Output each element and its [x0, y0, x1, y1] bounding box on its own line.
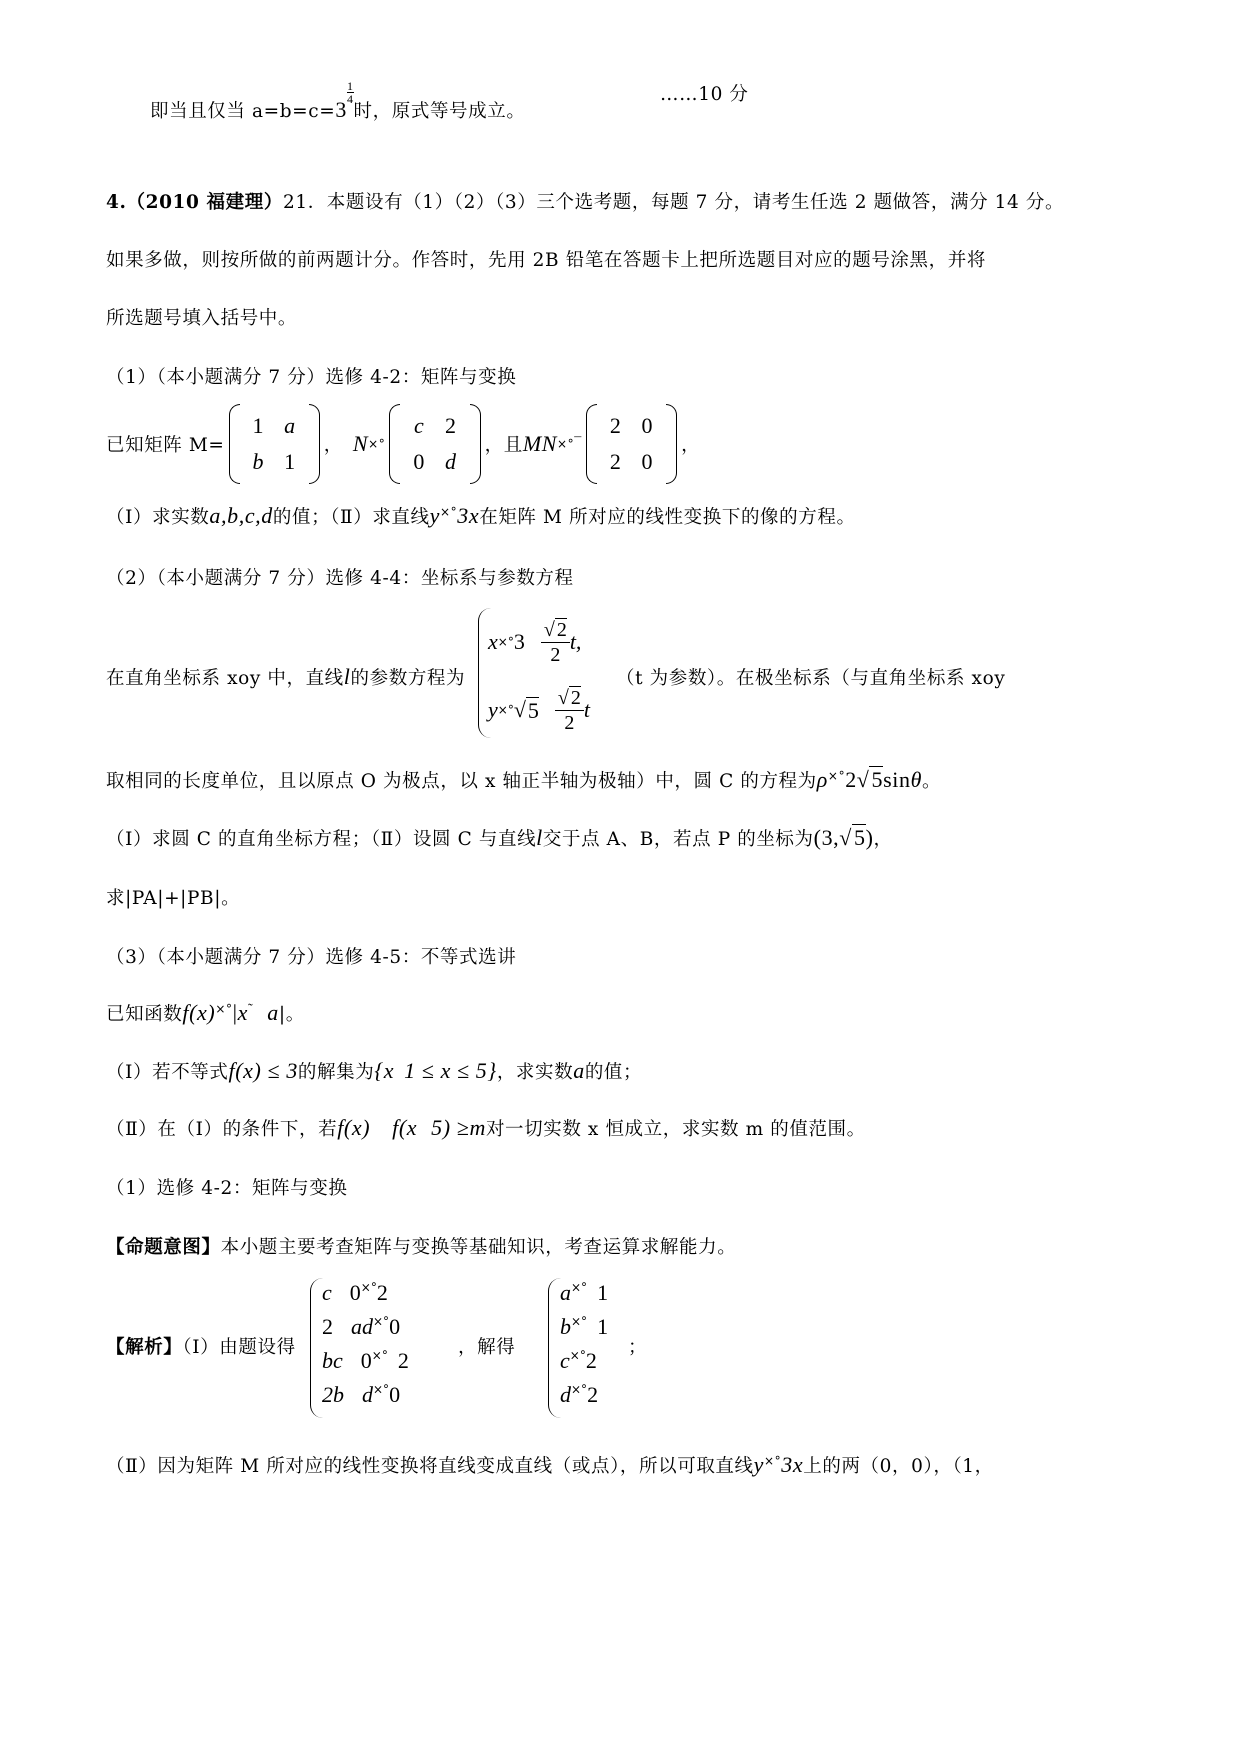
p3q2-f2b: 5) ≥	[431, 1115, 470, 1140]
p3-a: a	[267, 1000, 279, 1025]
problem-number: 4.	[106, 192, 127, 213]
p3q2-text-a: （Ⅱ）在（Ⅰ）的条件下，若	[106, 1119, 338, 1140]
row-x-t: t,	[569, 629, 582, 654]
sys-term: 1	[597, 1280, 609, 1305]
equals-artifact: ×°	[371, 1348, 388, 1363]
row-x-frac: $\frac{√ 2}{2}$	[541, 618, 570, 667]
condition-text-b: 时，原式等号成立。	[353, 101, 526, 122]
rho-rhs-sqrt: 5	[871, 767, 884, 792]
equals-artifact: ×°	[215, 1001, 233, 1016]
p2q-text-b: 交于点 A、B，若点 P 的坐标为	[542, 829, 814, 850]
exponent-den: 4	[346, 92, 354, 106]
part1-heading: （1）（本小题满分 7 分）选修 4-2：矩阵与变换	[106, 367, 517, 388]
abs-bar: |	[232, 1000, 238, 1025]
frac-den: 2	[550, 643, 561, 666]
solution-intent	[106, 1233, 736, 1259]
row-x-var: x	[488, 629, 498, 654]
p3q2-m: m	[469, 1115, 486, 1140]
sys-term: 2	[376, 1280, 388, 1305]
row-y-var: y	[488, 697, 498, 722]
matrix-cell: 0	[641, 413, 654, 438]
matrix-cell: a	[284, 413, 296, 438]
sol-p2-text-a: （Ⅱ）因为矩阵 M 所对应的线性变换将直线变成直线（或点），所以可取直线	[106, 1456, 754, 1477]
p3q1-text-a: （Ⅰ）若不等式	[106, 1062, 229, 1083]
minus-artifact: ˜	[248, 1001, 254, 1017]
theta: θ	[910, 767, 922, 792]
q1-y: y	[429, 503, 440, 528]
exponent-num: 1	[346, 79, 354, 93]
system1-row-1	[322, 1280, 388, 1306]
sys-term: 1	[597, 1314, 609, 1339]
intent-text: 本小题主要考查矩阵与变换等基础知识，考查运算求解能力。	[220, 1237, 737, 1258]
p3q1-var: a	[573, 1058, 585, 1083]
equals-artifact: ×°	[360, 1280, 377, 1295]
q1-text-b: 的值；（Ⅱ）求直线	[272, 507, 430, 528]
p3-given-text: 已知函数	[106, 1004, 183, 1025]
solved-text: ，解得	[458, 1337, 516, 1358]
sys-term: 0	[389, 1314, 401, 1339]
analysis-label: 【解析】	[106, 1337, 183, 1358]
part1-given-end: ，	[681, 435, 701, 456]
q1-text-c: 在矩阵 M 所对应的线性变换下的像的方程。	[479, 507, 856, 528]
system2-row-1	[560, 1280, 608, 1306]
matrix-bracket-right	[470, 404, 481, 484]
N-label: N	[352, 431, 369, 456]
sys-term: 0	[389, 1382, 401, 1407]
matrix-bracket-right	[666, 404, 677, 484]
problem-intro-line-1	[106, 188, 1064, 214]
param-row-x	[488, 614, 581, 670]
matrix-cell: c	[414, 413, 425, 438]
param-text-c: （t 为参数）。在极坐标系（与直角坐标系 xoy	[616, 668, 1006, 689]
problem-source: （2010 福建理）	[126, 192, 283, 213]
equals-artifact: ×°	[571, 1314, 588, 1329]
equals-artifact: ×°	[497, 703, 514, 717]
equals-artifact: ×°	[569, 1348, 586, 1363]
equals-artifact: ×°	[373, 1314, 390, 1329]
problem-intro-line-2: 如果多做，则按所做的前两题计分。作答时，先用 2B 铅笔在答题卡上把所选题目对应的题号涂黑，并将	[106, 250, 986, 271]
system2-row-4	[560, 1382, 598, 1408]
part3-heading: （3）（本小题满分 7 分）选修 4-5：不等式选讲	[106, 947, 517, 968]
solution-analysis	[106, 1333, 296, 1359]
intent-label: 【命题意图】	[106, 1237, 221, 1258]
sys-term: d	[362, 1382, 373, 1407]
line-l: l	[343, 664, 351, 689]
equals-artifact: ×°	[571, 1280, 588, 1295]
sys-term: 2	[585, 1348, 597, 1373]
exponent-fraction	[347, 80, 354, 105]
P-coord-b: )	[865, 825, 874, 850]
q1-rhs: 3x	[457, 503, 480, 528]
p3-fx: f(x)	[182, 1000, 216, 1025]
matrix-cell: 1	[252, 413, 265, 438]
MN-label: MN	[522, 431, 558, 456]
p3q2-f2: f(x	[392, 1115, 418, 1140]
base-3: 3	[335, 97, 347, 122]
rho-rhs-sin: sin	[883, 767, 911, 792]
sys-term: 2b	[322, 1382, 344, 1407]
sys-term: 2	[322, 1314, 333, 1339]
condition-text: 即当且仅当 a=b=c=	[150, 101, 336, 122]
sep-1: ，	[323, 435, 343, 456]
part2-question-last: 求|PA|+|PB|。	[106, 888, 241, 909]
part3-q1	[106, 1058, 642, 1084]
p2q-text-a: （Ⅰ）求圆 C 的直角坐标方程；（Ⅱ）设圆 C 与直线	[106, 829, 537, 850]
equals-artifact: ×°	[764, 1453, 782, 1468]
row-x-const: 3	[513, 629, 525, 654]
problem-intro-line-3: 所选题号填入括号中。	[106, 308, 298, 329]
system1-row-4	[322, 1382, 400, 1408]
frac-num: 2	[556, 618, 567, 641]
equals-artifact: ×°	[571, 1382, 588, 1397]
matrix-N	[389, 408, 480, 480]
matrix-bracket-left	[389, 404, 400, 484]
p3-x: x	[237, 1000, 248, 1025]
sol-p2-y: y	[753, 1452, 765, 1477]
matrix-cell: 0	[413, 449, 426, 474]
P-coord-sqrt: 5	[853, 825, 866, 850]
part2-heading: （2）（本小题满分 7 分）选修 4-4：坐标系与参数方程	[106, 568, 574, 589]
matrix-cell: d	[445, 449, 457, 474]
p3q1-ineq: f(x) ≤ 3	[228, 1058, 298, 1083]
polar-text: 取相同的长度单位，且以原点 O 为极点，以 x 轴正半轴为极轴）中，圆 C 的方程为	[106, 771, 817, 792]
score-label: ……10 分	[660, 84, 749, 105]
sol-p2-rhs: 3x	[781, 1452, 804, 1477]
sys-term: 2	[587, 1382, 599, 1407]
row-y-t: t	[583, 697, 591, 722]
sys-term: d	[560, 1382, 571, 1407]
system2-row-3	[560, 1348, 597, 1374]
intro-text-1: 21．本题设有（1）（2）（3）三个选考题，每题 7 分，请考生任选 2 题做答，满分 14 分。	[282, 192, 1065, 213]
sys-term: c	[560, 1348, 570, 1373]
p3q1-text-b: 的解集为	[297, 1062, 375, 1083]
q1-text-a: （Ⅰ）求实数	[106, 507, 210, 528]
sys-term: c	[322, 1280, 332, 1305]
sol-p2-text-b: 上的两（0，0），（1，	[803, 1456, 994, 1477]
sys-term: 2	[397, 1348, 409, 1373]
part2-param-intro	[106, 664, 465, 690]
matrix-bracket-right	[309, 404, 320, 484]
solution-part2	[106, 1452, 994, 1478]
frac-num: 2	[570, 686, 581, 709]
rho-rhs-coef: 2	[845, 767, 857, 792]
matrix-MN	[586, 408, 677, 480]
part2-question: （Ⅰ）求圆 C 的直角坐标方程；（Ⅱ）设圆 C 与直线l交于点 A、B，若点 P 的坐标为(3,√5)，	[106, 825, 893, 850]
equals-artifact: ×°	[827, 768, 846, 783]
minus-artifact: ¯	[574, 436, 582, 451]
equals-artifact: ×°	[440, 504, 458, 519]
p3q2-f1: f(x)	[337, 1115, 371, 1140]
P-coord-a: (3,	[813, 825, 840, 850]
matrix-cell: 0	[641, 449, 654, 474]
p3q2-text-b: 对一切实数 x 恒成立，求实数 m 的值范围。	[485, 1119, 866, 1140]
matrix-cell: 2	[609, 413, 622, 438]
matrix-M	[229, 408, 320, 480]
equals-artifact: ×°	[368, 437, 386, 451]
p3-given-end: |。	[278, 1004, 305, 1025]
equals-artifact: ×°	[373, 1382, 390, 1397]
sep-2: ，且	[484, 435, 523, 456]
equality-condition-line	[150, 80, 525, 123]
p2q-l: l	[536, 825, 543, 850]
sys-term: b	[560, 1314, 571, 1339]
matrix-bracket-left	[586, 404, 597, 484]
system1-row-2	[322, 1314, 400, 1340]
system2-row-2	[560, 1314, 608, 1340]
equals-artifact: ×°	[557, 437, 575, 451]
matrix-cell: 2	[609, 449, 622, 474]
sys-term: ad	[351, 1314, 373, 1339]
p3q1-text-c: ，求实数	[496, 1062, 574, 1083]
row-y-const: 5	[527, 697, 539, 723]
frac-den: 2	[564, 711, 575, 734]
sys-term: bc	[322, 1348, 343, 1373]
matrix-cell: 2	[445, 413, 457, 438]
matrix-bracket-left	[229, 404, 240, 484]
part3-q2	[106, 1115, 866, 1141]
p3q1-set-a: {x	[374, 1058, 395, 1083]
param-text-a: 在直角坐标系 xoy 中，直线	[106, 668, 344, 689]
p2q-end: ，	[873, 829, 893, 850]
sys-term: a	[560, 1280, 571, 1305]
matrix-cell: b	[252, 449, 265, 474]
solution-heading: （1）选修 4-2：矩阵与变换	[106, 1178, 348, 1199]
part1-question	[106, 503, 856, 529]
sys-term: 0	[349, 1280, 361, 1305]
p3q1-set-b: 1 ≤ x ≤ 5}	[404, 1058, 497, 1083]
p3q1-text-d: 的值；	[584, 1062, 643, 1083]
part3-given	[106, 1000, 305, 1026]
polar-end: 。	[922, 771, 942, 792]
part1-given	[106, 412, 700, 476]
given-prefix: 已知矩阵 M=	[106, 435, 225, 456]
param-text-b: 的参数方程为	[350, 668, 466, 689]
equals-artifact: ×°	[497, 635, 514, 649]
part2-polar-line: 取相同的长度单位，且以原点 O 为极点，以 x 轴正半轴为极轴）中，圆 C 的方程为ρ×°2√5sinθ。	[106, 767, 942, 792]
row-y-frac: $\frac{√ 2}{2}$	[555, 686, 584, 735]
solution-semicolon: ；	[628, 1337, 648, 1358]
analysis-text: （Ⅰ）由题设得	[182, 1337, 296, 1358]
q1-vars: a,b,c,d	[209, 503, 273, 528]
system1-row-3	[322, 1348, 409, 1374]
sys-term: 0	[360, 1348, 372, 1373]
rho: ρ	[816, 767, 828, 792]
param-row-y: y ×° √ 5 $\frac{√ 2}{2}$ t	[488, 686, 591, 734]
matrix-cell: 1	[284, 449, 296, 474]
